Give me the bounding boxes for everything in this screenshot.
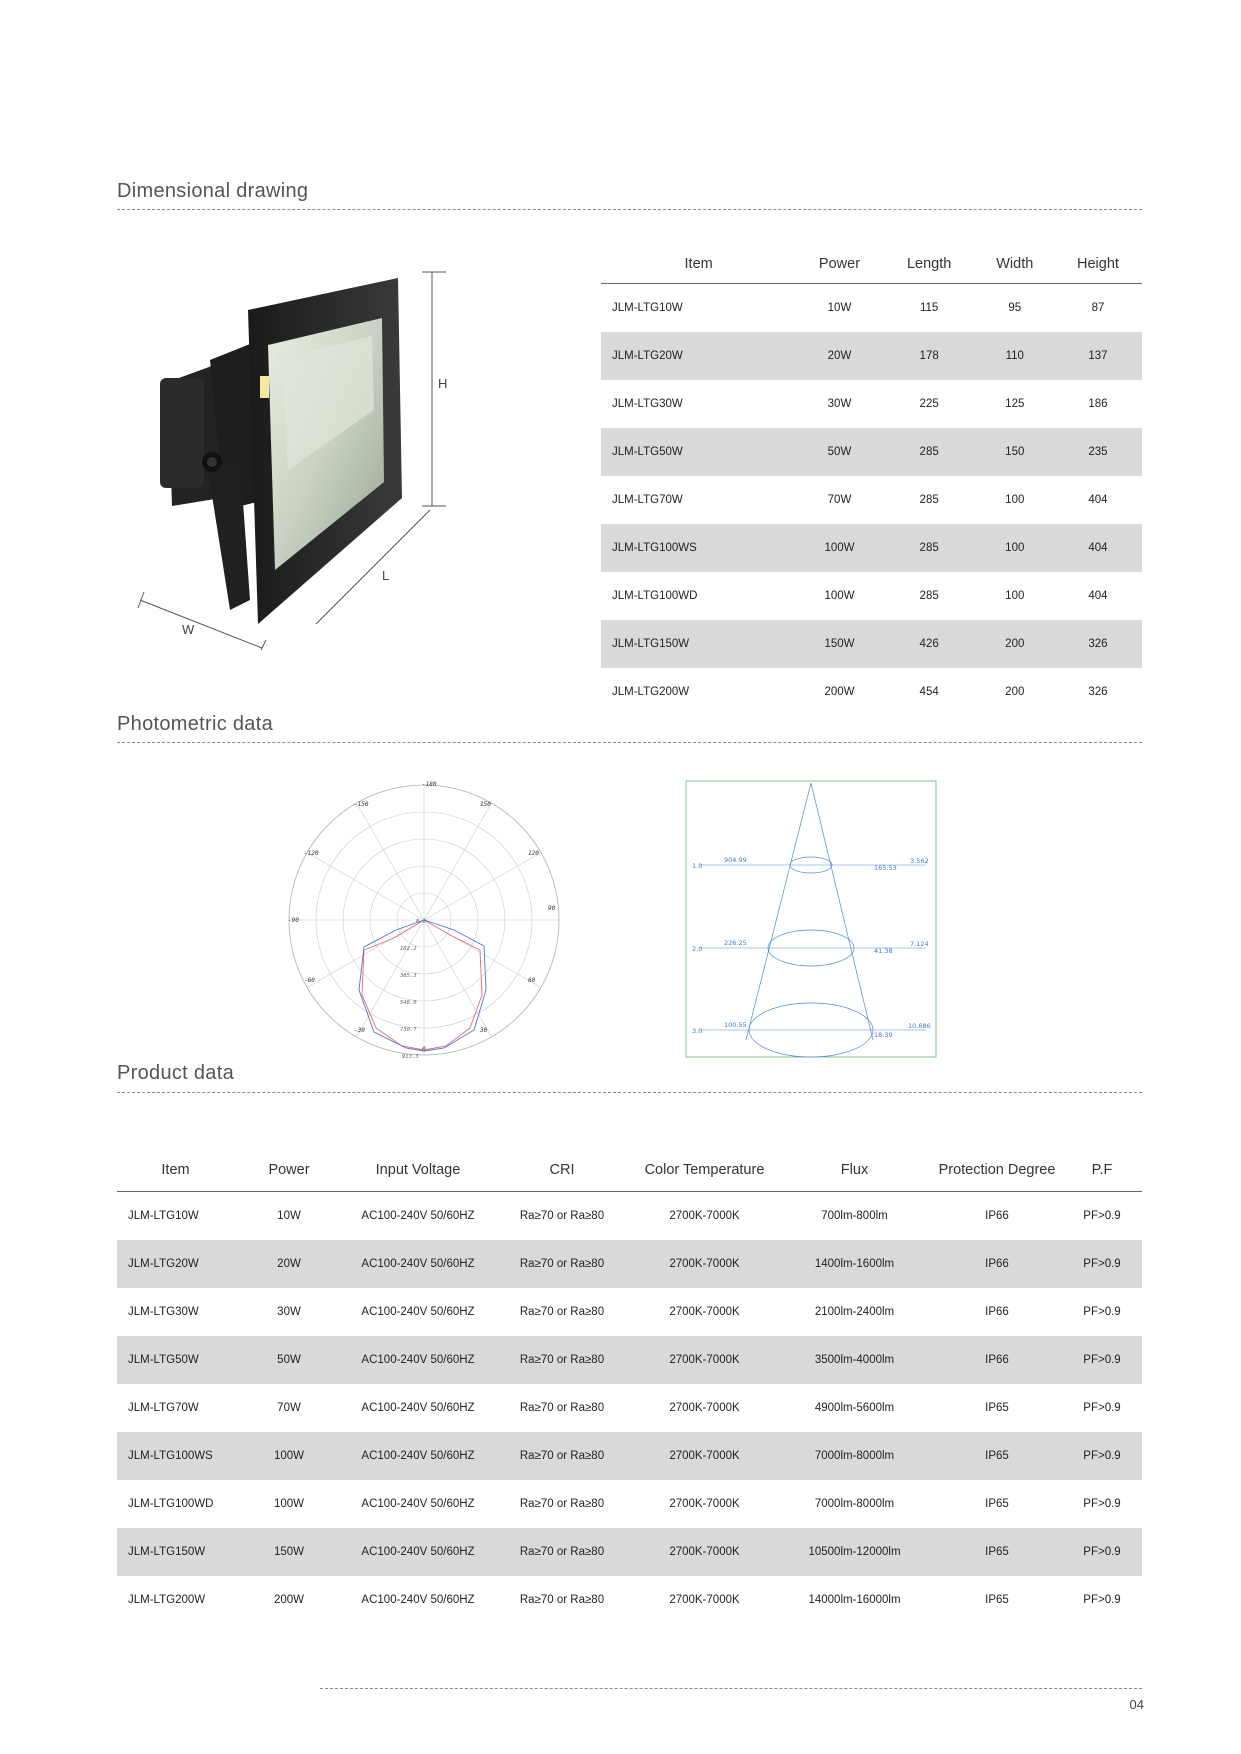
table-cell: IP65 [985, 1498, 1009, 1510]
column-header: Flux [840, 1161, 869, 1178]
illuminance-max: 904.99 [724, 856, 747, 864]
table-cell: 426 [883, 620, 976, 668]
column-header: Power [268, 1161, 310, 1178]
column-header: CRI [549, 1161, 575, 1178]
table-cell: 285 [883, 524, 976, 572]
table-cell: AC100-240V 50/60HZ [361, 1594, 475, 1606]
table-cell: AC100-240V 50/60HZ [344, 1432, 492, 1480]
table-cell: 150 [976, 428, 1054, 476]
table-cell: 150W [796, 620, 882, 668]
table-cell: JLM-LTG10W [612, 302, 683, 314]
section-divider [117, 1092, 1142, 1093]
table-row [601, 428, 1142, 476]
table-header-row [601, 244, 1142, 284]
table-cell: 326 [1088, 686, 1108, 698]
table-cell: 10W [277, 1210, 301, 1222]
table-cell: PF>0.9 [1083, 1498, 1121, 1510]
table-cell: Ra≥70 or Ra≥80 [519, 1402, 605, 1414]
table-cell: 30W [827, 398, 852, 410]
table-cell: PF>0.9 [1062, 1336, 1142, 1384]
angle-label: 60 [528, 977, 536, 984]
table-cell: Ra≥70 or Ra≥80 [519, 1594, 605, 1606]
table-row [117, 1192, 1142, 1241]
angle-label: 30 [480, 1027, 488, 1034]
table-cell: 404 [1054, 524, 1142, 572]
table-cell: AC100-240V 50/60HZ [361, 1306, 475, 1318]
table-cell: JLM-LTG100WS [117, 1432, 234, 1480]
table-cell: JLM-LTG30W [128, 1306, 199, 1318]
table-cell: 110 [976, 332, 1054, 380]
angle-label: -120 [304, 850, 319, 857]
table-cell: IP65 [932, 1528, 1062, 1576]
ring-label: 182.2 [400, 946, 417, 952]
product-data-table [117, 1148, 1142, 1624]
table-cell: 200 [976, 620, 1054, 668]
footer-divider [320, 1688, 1142, 1689]
page-number: 04 [1129, 1697, 1144, 1712]
dimensions-table [601, 244, 1142, 716]
illuminance-max: 226.25 [724, 939, 747, 947]
table-cell: 50W [234, 1336, 344, 1384]
table-cell: 50W [796, 428, 882, 476]
table-cell: 70W [827, 494, 852, 506]
column-header: Power [818, 255, 861, 272]
ring-label: 913.3 [402, 1054, 419, 1060]
table-cell: 10W [827, 302, 852, 314]
table-cell: 3500lm-4000lm [777, 1336, 932, 1384]
table-cell: 100W [824, 590, 855, 602]
table-cell: 100W [273, 1498, 305, 1510]
section-title-dimensional: Dimensional drawing [117, 180, 309, 202]
column-header: Protection Degree [938, 1161, 1056, 1178]
beam-diameter: 10.686 [908, 1022, 931, 1030]
table-cell: IP66 [985, 1210, 1009, 1222]
illuminance-max: 100.55 [724, 1021, 747, 1029]
beam-diameter: 7.124 [910, 940, 929, 948]
table-cell: AC100-240V 50/60HZ [344, 1336, 492, 1384]
table-cell: 14000lm-16000lm [808, 1594, 901, 1606]
table-row [601, 332, 1142, 380]
table-cell: PF>0.9 [1062, 1432, 1142, 1480]
distance-label: 2.0 [692, 945, 703, 953]
table-header-row [117, 1148, 1142, 1192]
table-row [117, 1240, 1142, 1288]
table-cell: JLM-LTG10W [128, 1210, 199, 1222]
table-cell: Ra≥70 or Ra≥80 [519, 1306, 605, 1318]
section-divider [117, 742, 1142, 743]
column-header: Color Temperature [644, 1161, 765, 1178]
table-cell: AC100-240V 50/60HZ [361, 1210, 475, 1222]
angle-label: 150 [480, 801, 491, 808]
table-cell: IP66 [932, 1240, 1062, 1288]
table-cell: 20W [796, 332, 882, 380]
table-cell: 95 [1008, 302, 1022, 314]
table-cell: 20W [234, 1240, 344, 1288]
section-divider [117, 209, 1142, 210]
table-row [601, 380, 1142, 428]
column-header: P.F [1091, 1161, 1113, 1178]
table-cell: 150W [234, 1528, 344, 1576]
table-row [601, 668, 1142, 716]
table-cell: JLM-LTG100WS [601, 524, 796, 572]
table-cell: 2700K-7000K [669, 1210, 740, 1222]
table-row [117, 1480, 1142, 1528]
table-cell: 1400lm-1600lm [777, 1240, 932, 1288]
table-cell: 100 [1005, 590, 1025, 602]
table-cell: IP66 [932, 1336, 1062, 1384]
section-title-photometric: Photometric data [117, 713, 273, 735]
table-cell: AC100-240V 50/60HZ [344, 1240, 492, 1288]
table-cell: 100 [976, 524, 1054, 572]
table-cell: 100 [1005, 494, 1025, 506]
table-cell: JLM-LTG150W [601, 620, 796, 668]
table-cell: 2700K-7000K [632, 1528, 777, 1576]
table-cell: 7000lm-8000lm [777, 1432, 932, 1480]
table-cell: 2700K-7000K [632, 1240, 777, 1288]
table-cell: JLM-LTG70W [612, 494, 683, 506]
angle-label: 90 [548, 905, 556, 912]
table-row [117, 1288, 1142, 1336]
table-cell: AC100-240V 50/60HZ [361, 1498, 475, 1510]
table-row [601, 284, 1142, 333]
table-cell: 10500lm-12000lm [777, 1528, 932, 1576]
illuminance-avg: 41.38 [874, 947, 893, 955]
table-cell: 100W [796, 524, 882, 572]
floodlight-drawing [130, 270, 460, 650]
table-cell: AC100-240V 50/60HZ [361, 1402, 475, 1414]
table-cell: 2700K-7000K [669, 1402, 740, 1414]
illuminance-avg: 165.53 [874, 864, 897, 872]
column-header: Height [1077, 255, 1119, 272]
table-cell: 30W [277, 1306, 301, 1318]
table-cell: IP66 [985, 1306, 1009, 1318]
distance-label: 1.0 [692, 862, 703, 870]
column-header: Width [996, 255, 1034, 272]
table-cell: 2700K-7000K [632, 1336, 777, 1384]
table-cell: 200W [824, 686, 855, 698]
dimension-label-h: H [438, 376, 448, 391]
column-header: Item [161, 1161, 190, 1178]
table-cell: JLM-LTG100WD [128, 1498, 214, 1510]
table-cell: 404 [1088, 494, 1108, 506]
table-cell: JLM-LTG50W [601, 428, 796, 476]
table-cell: 700lm-800lm [821, 1210, 888, 1222]
table-row [117, 1336, 1142, 1384]
table-cell: 125 [1005, 398, 1025, 410]
table-cell: 2700K-7000K [632, 1432, 777, 1480]
table-cell: 100W [234, 1432, 344, 1480]
table-cell: JLM-LTG50W [117, 1336, 234, 1384]
table-cell: 200 [1005, 686, 1025, 698]
table-cell: IP65 [932, 1432, 1062, 1480]
table-cell: 285 [919, 590, 939, 602]
table-cell: 454 [919, 686, 939, 698]
table-cell: 7000lm-8000lm [814, 1498, 895, 1510]
angle-label: -60 [304, 977, 315, 984]
angle-label: -150 [354, 801, 369, 808]
table-cell: 326 [1054, 620, 1142, 668]
table-cell: 285 [919, 494, 939, 506]
ring-label: 0.0 [416, 919, 426, 925]
table-cell: JLM-LTG150W [117, 1528, 234, 1576]
table-cell: IP65 [985, 1594, 1009, 1606]
table-row [117, 1576, 1142, 1624]
table-row [601, 620, 1142, 668]
table-cell: 2700K-7000K [669, 1594, 740, 1606]
ring-label: 365.3 [400, 973, 417, 979]
table-cell: JLM-LTG30W [612, 398, 683, 410]
ring-label: 548.0 [400, 1000, 417, 1006]
table-cell: Ra≥70 or Ra≥80 [492, 1336, 632, 1384]
table-cell: JLM-LTG200W [612, 686, 690, 698]
table-cell: AC100-240V 50/60HZ [344, 1528, 492, 1576]
table-cell: 285 [883, 428, 976, 476]
table-cell: 87 [1091, 302, 1105, 314]
table-cell: Ra≥70 or Ra≥80 [492, 1240, 632, 1288]
table-cell: 70W [277, 1402, 301, 1414]
table-row [601, 524, 1142, 572]
table-row [117, 1528, 1142, 1576]
polar-intensity-chart [284, 780, 564, 1060]
table-cell: JLM-LTG70W [128, 1402, 199, 1414]
table-cell: 186 [1088, 398, 1108, 410]
table-cell: JLM-LTG100WD [612, 590, 698, 602]
table-cell: PF>0.9 [1083, 1402, 1121, 1414]
table-row [117, 1384, 1142, 1432]
table-row [601, 476, 1142, 524]
table-cell: 2700K-7000K [669, 1306, 740, 1318]
table-cell: IP65 [985, 1402, 1009, 1414]
table-cell: 178 [883, 332, 976, 380]
table-cell: PF>0.9 [1062, 1240, 1142, 1288]
dimension-label-w: W [182, 622, 195, 637]
table-row [117, 1432, 1142, 1480]
angle-label: 120 [528, 850, 539, 857]
table-row [601, 572, 1142, 620]
section-title-product: Product data [117, 1062, 235, 1084]
table-cell: PF>0.9 [1083, 1210, 1121, 1222]
dimension-label-l: L [382, 568, 390, 583]
ring-label: 730.7 [400, 1027, 417, 1033]
table-cell: Ra≥70 or Ra≥80 [519, 1498, 605, 1510]
table-cell: 235 [1054, 428, 1142, 476]
table-cell: PF>0.9 [1083, 1306, 1121, 1318]
beam-diameter: 3.562 [910, 857, 929, 865]
table-cell: 200W [273, 1594, 305, 1606]
table-cell: 2100lm-2400lm [814, 1306, 895, 1318]
table-cell: JLM-LTG20W [601, 332, 796, 380]
distance-label: 3.0 [692, 1027, 703, 1035]
table-cell: PF>0.9 [1062, 1528, 1142, 1576]
column-header: Length [906, 255, 952, 272]
illuminance-avg: 18.39 [874, 1031, 893, 1039]
table-cell: 225 [919, 398, 939, 410]
table-cell: 2700K-7000K [669, 1498, 740, 1510]
angle-label: -180 [422, 781, 437, 788]
table-cell: Ra≥70 or Ra≥80 [492, 1432, 632, 1480]
table-cell: JLM-LTG20W [117, 1240, 234, 1288]
table-cell: PF>0.9 [1083, 1594, 1121, 1606]
table-cell: Ra≥70 or Ra≥80 [492, 1528, 632, 1576]
table-cell: Ra≥70 or Ra≥80 [519, 1210, 605, 1222]
table-cell: 4900lm-5600lm [814, 1402, 895, 1414]
table-cell: 115 [919, 302, 939, 314]
angle-label: -30 [354, 1027, 365, 1034]
table-cell: 137 [1054, 332, 1142, 380]
angle-label: 0 [422, 1046, 426, 1053]
table-cell: JLM-LTG200W [128, 1594, 206, 1606]
illuminance-cone-chart [668, 780, 938, 1060]
angle-label: -90 [288, 917, 299, 924]
column-header: Input Voltage [375, 1161, 461, 1178]
table-cell: 404 [1088, 590, 1108, 602]
column-header: Item [684, 255, 713, 272]
